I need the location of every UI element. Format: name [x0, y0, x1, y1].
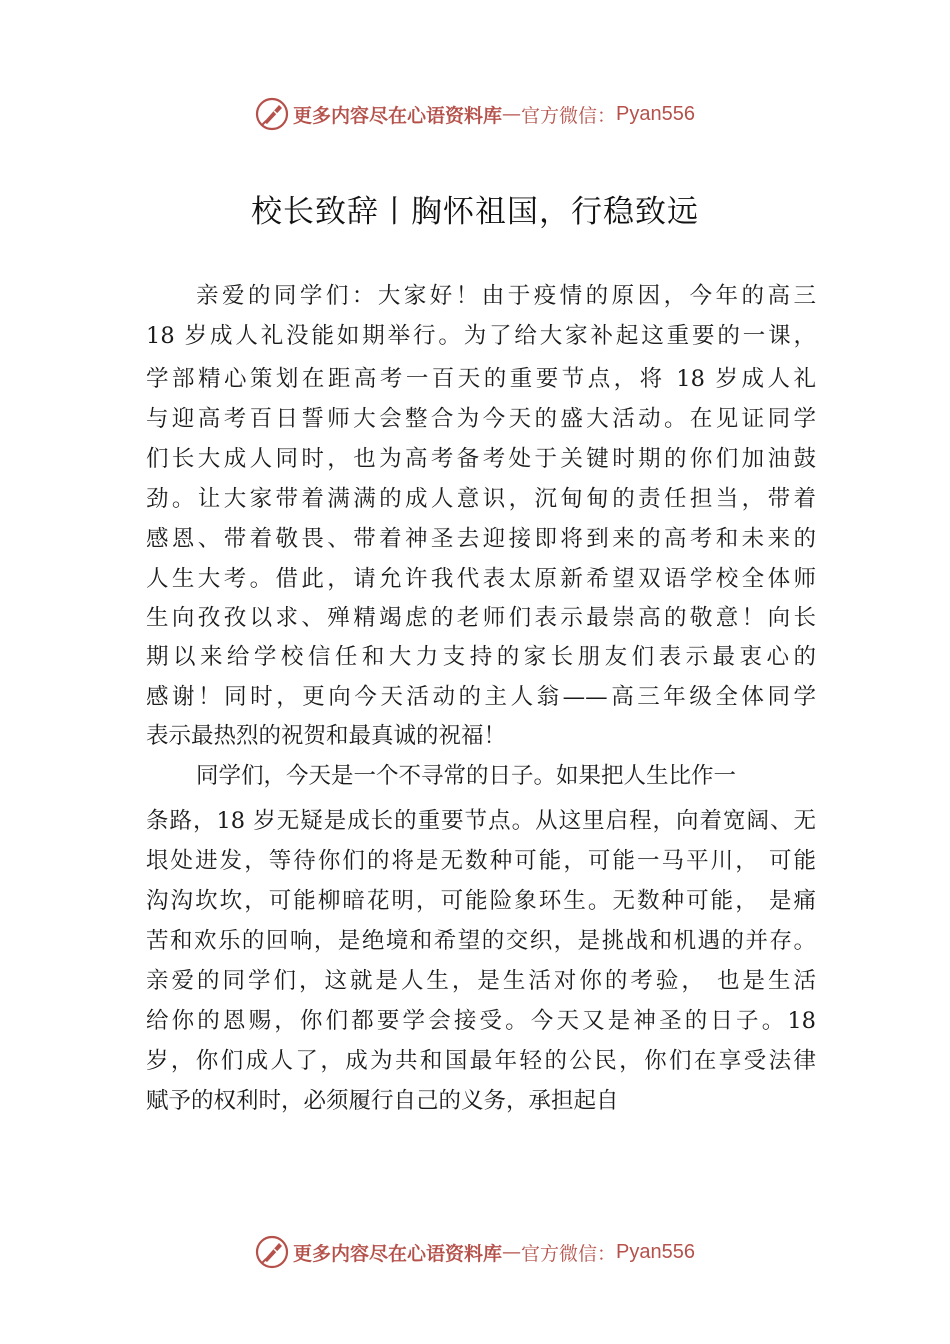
wechat-id: Pyan556 [616, 1240, 695, 1263]
page-title: 校长致辞丨胸怀祖国，行稳致远 [251, 194, 699, 230]
paragraph-line: 劲。让大家带着满满的成人意识，沉甸甸的责任担当，带着 [146, 486, 816, 512]
paragraph-line: 人生大考。借此，请允许我代表太原新希望双语学校全体师 [146, 566, 816, 592]
paragraph-line: 生向孜孜以求、殚精竭虑的老师们表示最崇高的敬意！向长 [146, 605, 816, 631]
paragraph-line: 沟沟坎坎，可能柳暗花明，可能险象环生。无数种可能， 是痛 [146, 888, 816, 914]
banner-label: 官方微信： [521, 1242, 617, 1265]
header-banner [0, 94, 950, 134]
quill-logo-icon [255, 1235, 289, 1269]
paragraph-line: 赋予的权利时，必须履行自己的义务，承担起自 [146, 1088, 619, 1114]
paragraph-line: 给你的恩赐，你们都要学会接受。今天又是神圣的日子。18 [146, 1008, 816, 1034]
banner-dash: — [502, 103, 522, 125]
paragraph-line: 18 岁成人礼没能如期举行。为了给大家补起这重要的一课， [146, 323, 816, 349]
paragraph-line: 岁，你们成人了，成为共和国最年轻的公民，你们在享受法律 [146, 1048, 816, 1074]
paragraph-line: 表示最热烈的祝贺和最真诚的祝福！ [146, 723, 507, 749]
paragraph-line: 与迎高考百日誓师大会整合为今天的盛大活动。在见证同学 [146, 406, 816, 432]
quill-logo-icon [255, 97, 289, 131]
footer-banner [0, 1232, 950, 1272]
wechat-id: Pyan556 [616, 102, 695, 125]
paragraph-line: 感恩、带着敬畏、带着神圣去迎接即将到来的高考和未来的 [146, 526, 816, 552]
paragraph-line: 亲爱的同学们：大家好！由于疫情的原因，今年的高三 [196, 283, 816, 309]
paragraph-line: 期以来给学校信任和大力支持的家长朋友们表示最衷心的 [146, 644, 816, 670]
paragraph-line: 条路，18 岁无疑是成长的重要节点。从这里启程，向着宽阔、无 [146, 808, 816, 834]
banner-text: 更多内容尽在心语资料库 [293, 1242, 503, 1265]
paragraph-line: 感谢！同时，更向今天活动的主人翁——高三年级全体同学 [146, 684, 816, 710]
paragraph-line: 苦和欢乐的回响，是绝境和希望的交织，是挑战和机遇的并存。 [146, 928, 816, 954]
paragraph-line: 们长大成人同时，也为高考备考处于关键时期的你们加油鼓 [146, 446, 816, 472]
banner-label: 官方微信： [521, 104, 617, 127]
paragraph-line: 垠处进发，等待你们的将是无数种可能，可能一马平川， 可能 [146, 848, 816, 874]
paragraph-line: 亲爱的同学们，这就是人生，是生活对你的考验， 也是生活 [146, 968, 816, 994]
paragraph-line: 同学们，今天是一个不寻常的日子。如果把人生比作一 [196, 763, 737, 789]
paragraph-line: 学部精心策划在距高考一百天的重要节点，将 18 岁成人礼 [146, 366, 816, 392]
banner-text: 更多内容尽在心语资料库 [293, 104, 503, 127]
banner-dash: — [502, 1241, 522, 1263]
